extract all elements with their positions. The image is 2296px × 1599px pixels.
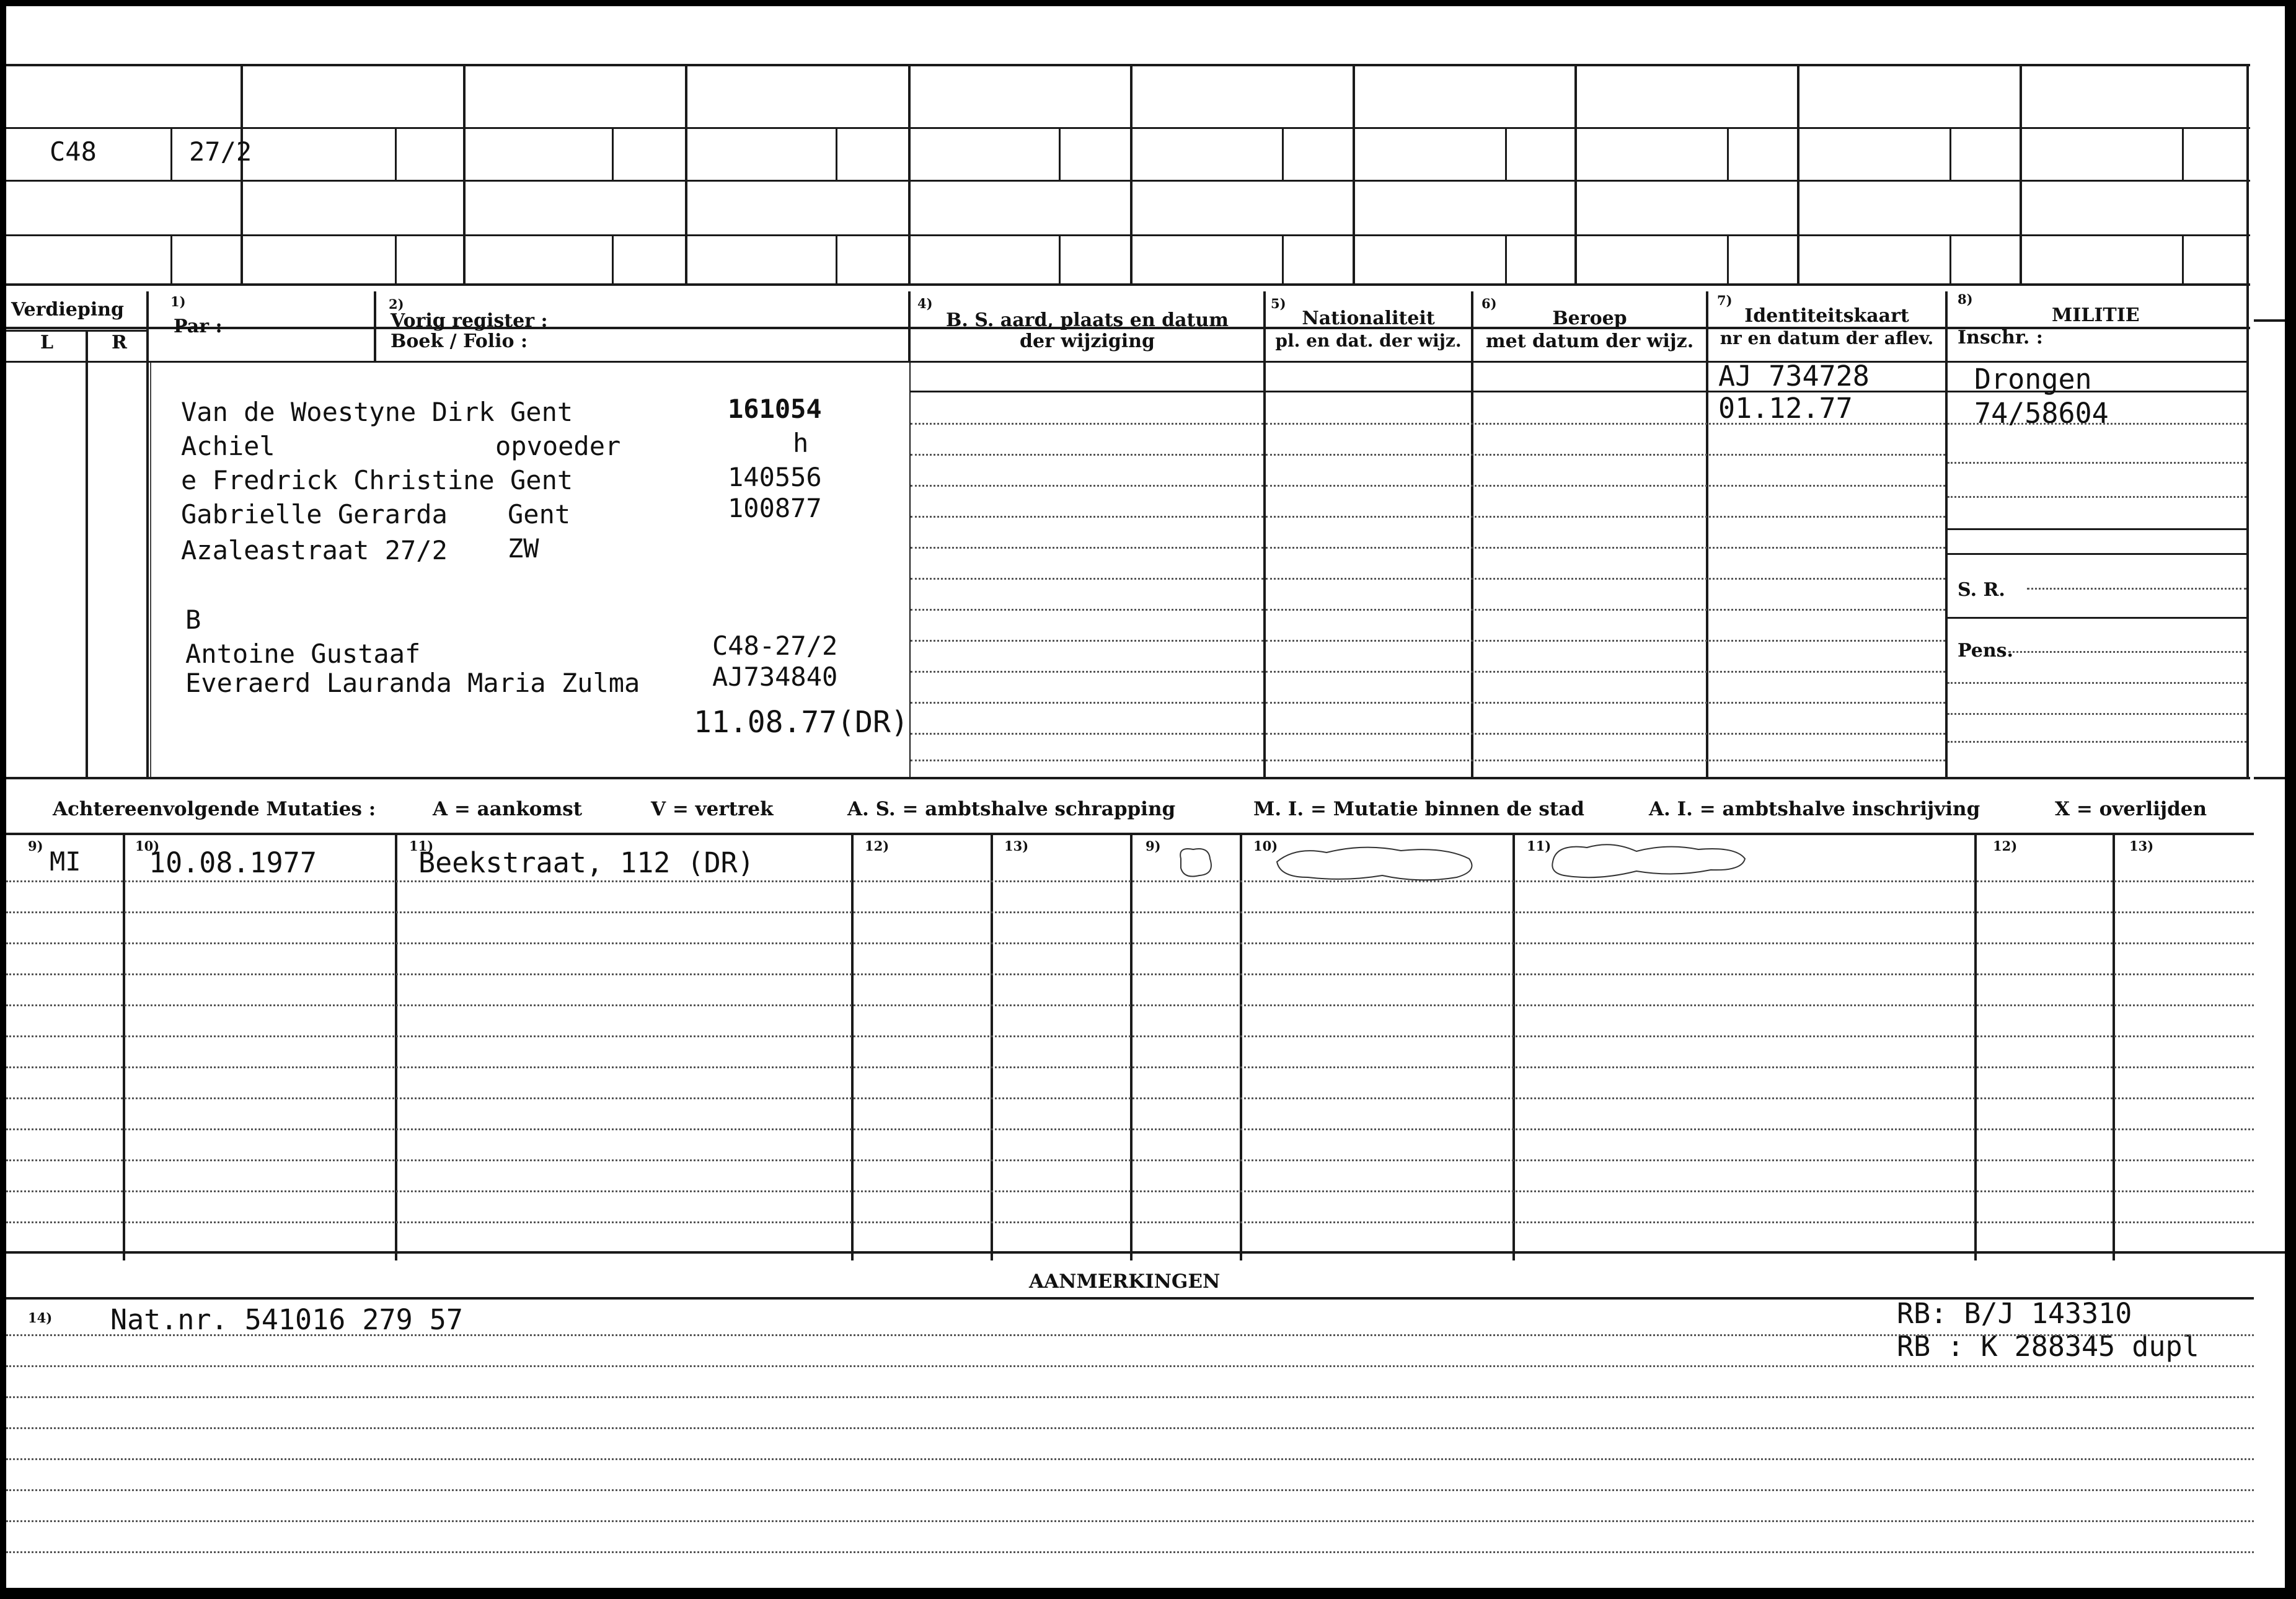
mutation-col-divider	[395, 833, 397, 1260]
mutation-address: Beekstraat, 112 (DR)	[418, 846, 754, 879]
bs-label-1: B. S. aard, plaats en datum	[946, 309, 1229, 331]
col-number: 5)	[1271, 296, 1286, 311]
ruled-line	[911, 702, 1263, 704]
mutation-col-divider	[1130, 833, 1133, 1260]
body-bottom-line	[6, 777, 2250, 779]
edge-tick	[2254, 319, 2285, 322]
person-firstname: Achiel	[181, 431, 275, 461]
ruled-line	[911, 547, 1263, 549]
col-number: 12)	[1993, 838, 2018, 854]
top-grid-subdivider	[1949, 127, 1951, 180]
col-divider-vorig	[374, 291, 376, 363]
top-grid-subdivider	[612, 234, 614, 284]
top-grid-subdivider	[2182, 234, 2184, 284]
par-label: Par :	[174, 316, 223, 337]
mutation-col-divider	[1974, 833, 1977, 1260]
spouse-name: e Fredrick Christine Gent	[181, 465, 573, 495]
ruled-line	[1948, 496, 2246, 498]
ruled-line	[6, 880, 2254, 882]
right-border	[2246, 285, 2249, 779]
ruled-line	[911, 485, 1263, 487]
ruled-line	[1948, 682, 2246, 684]
col-number: 11)	[409, 838, 434, 854]
ruled-line	[1266, 454, 1945, 456]
population-register-card	[6, 6, 2285, 1588]
spouse-date: 100877	[728, 493, 822, 523]
top-grid-subdivider	[2182, 127, 2184, 180]
col-divider-id	[1706, 291, 1708, 779]
national-number: Nat.nr. 541016 279 57	[110, 1303, 463, 1336]
ruled-line	[6, 1334, 2254, 1336]
col-number: 9)	[28, 838, 43, 854]
ruled-line	[911, 423, 1263, 425]
col-number: 2)	[389, 296, 404, 312]
militie-place: Drongen	[1974, 363, 2092, 396]
erased-scribble	[1172, 843, 1221, 880]
ruled-line	[1266, 733, 1945, 735]
ruled-line	[2008, 651, 2246, 653]
ruled-line	[6, 1520, 2254, 1522]
top-grid-divider	[1574, 64, 1577, 285]
col-number: 13)	[2129, 838, 2154, 854]
ruled-line	[1948, 462, 2246, 464]
spouse-birthdate: 140556	[728, 462, 822, 492]
ruled-line	[6, 1396, 2254, 1398]
top-grid-divider	[2020, 64, 2022, 285]
inschr-label: Inschr. :	[1958, 327, 2043, 348]
top-grid-subdivider	[1505, 234, 1507, 284]
id-label-2: nr en datum der aflev.	[1720, 328, 1934, 348]
ruled-line	[911, 609, 1263, 611]
ruled-line	[1266, 609, 1945, 611]
col-number: 10)	[135, 838, 160, 854]
ruled-line	[2027, 588, 2246, 590]
top-grid-subdivider	[1727, 127, 1729, 180]
col-number: 14)	[28, 1310, 53, 1326]
mutation-col-divider	[2113, 833, 2115, 1260]
ruled-line	[6, 1427, 2254, 1429]
top-grid-subdivider	[1059, 234, 1061, 284]
ruled-line	[1948, 553, 2246, 555]
top-grid-subdivider	[1505, 127, 1507, 180]
erased-scribble	[1543, 840, 1754, 884]
nat-label-1: Nationaliteit	[1302, 308, 1435, 329]
top-grid-subdivider	[170, 234, 172, 284]
remarks-title: AANMERKINGEN	[1029, 1270, 1221, 1293]
col-number: 11)	[1527, 838, 1552, 854]
mutation-col-divider	[1240, 833, 1242, 1260]
col-divider-par	[146, 291, 149, 779]
ruled-line	[1266, 485, 1945, 487]
relation-code: B	[185, 605, 201, 635]
ruled-line	[6, 1221, 2254, 1223]
ruled-line	[1948, 713, 2246, 715]
col-number: 9)	[1146, 838, 1161, 854]
top-grid-line	[6, 180, 2250, 182]
verdieping-label: Verdieping	[11, 299, 125, 321]
ruled-line	[6, 1365, 2254, 1367]
ruled-line	[6, 1097, 2254, 1099]
mutation-col-divider	[123, 833, 125, 1260]
top-cell-block: C48	[50, 136, 97, 167]
mutation-col-divider	[991, 833, 993, 1260]
legend-a: A = aankomst	[433, 798, 583, 820]
ruled-line	[1266, 547, 1945, 549]
ruled-line	[6, 1190, 2254, 1192]
top-grid-subdivider	[1282, 234, 1284, 284]
sr-label: S. R.	[1958, 579, 2005, 601]
militie-number: 74/58604	[1974, 397, 2109, 430]
militie-label: MILITIE	[2052, 304, 2140, 326]
ruled-line	[6, 1066, 2254, 1068]
spouse-firstname: Gabrielle Gerarda	[181, 499, 448, 529]
ruled-line	[6, 1489, 2254, 1491]
ruled-line	[1948, 741, 2246, 743]
top-grid-subdivider	[1949, 234, 1951, 284]
ruled-line	[6, 1551, 2254, 1553]
person-name: Van de Woestyne Dirk Gent	[181, 397, 573, 427]
top-grid-divider	[463, 64, 466, 285]
father-name: Antoine Gustaaf	[185, 639, 421, 669]
ruled-line	[6, 911, 2254, 913]
ruled-line	[1266, 516, 1945, 518]
nat-label-2: pl. en dat. der wijz.	[1275, 330, 1462, 351]
ruled-line	[6, 973, 2254, 975]
ruled-line	[6, 1458, 2254, 1460]
top-grid-divider	[2246, 64, 2249, 285]
spouse-place: Gent	[508, 499, 571, 529]
ruled-line	[6, 1128, 2254, 1130]
col-number: 13)	[1004, 838, 1029, 854]
top-grid-divider	[1353, 64, 1355, 285]
ruled-line	[1266, 640, 1945, 642]
ruled-line	[911, 760, 1263, 761]
top-grid-line	[6, 64, 2250, 66]
mutation-type: MI	[50, 846, 81, 877]
address-code: ZW	[508, 533, 539, 564]
ruled-line	[1948, 617, 2246, 619]
top-grid-subdivider	[395, 127, 397, 180]
top-grid-subdivider	[1282, 127, 1284, 180]
col-number: 4)	[917, 296, 933, 311]
top-grid-line	[6, 127, 2250, 129]
identity-card-number: AJ 734728	[1718, 360, 1870, 392]
legend-ai: A. I. = ambtshalve inschrijving	[1649, 798, 1980, 820]
ruled-line	[6, 1035, 2254, 1037]
father-reference: C48-27/2	[712, 631, 838, 661]
edge-tick	[2254, 777, 2285, 779]
beroep-label-1: Beroep	[1552, 308, 1627, 329]
col-r-label: R	[112, 332, 127, 353]
legend-x: X = overlijden	[2055, 798, 2207, 820]
ruled-line	[911, 454, 1263, 456]
top-grid-subdivider	[395, 234, 397, 284]
ruled-line	[6, 1159, 2254, 1161]
top-grid-subdivider	[1727, 234, 1729, 284]
legend-v: V = vertrek	[651, 798, 774, 820]
boek-folio-label: Boek / Folio :	[391, 330, 528, 352]
top-grid-divider	[241, 64, 243, 285]
col-divider-nat	[1263, 291, 1266, 779]
rb-number-2: RB : K 288345 dupl	[1897, 1330, 2199, 1363]
person-profession: opvoeder	[495, 431, 621, 461]
previous-address: Azaleastraat 27/2	[181, 535, 448, 565]
mutation-date: 10.08.1977	[149, 846, 317, 879]
top-grid-subdivider	[612, 127, 614, 180]
bs-label-2: der wijziging	[1020, 330, 1155, 352]
legend-title: Achtereenvolgende Mutaties :	[53, 798, 376, 820]
legend-as: A. S. = ambtshalve schrapping	[847, 798, 1176, 820]
top-grid-subdivider	[836, 234, 837, 284]
vorig-register-label: Vorig register :	[391, 310, 548, 332]
top-cell-house: 27/2	[189, 136, 252, 167]
rb-number-1: RB: B/J 143310	[1897, 1297, 2132, 1330]
col-number: 8)	[1958, 291, 1973, 307]
col-number: 10)	[1253, 838, 1278, 854]
edge-tick	[2254, 1251, 2285, 1254]
top-grid-divider	[1130, 64, 1133, 285]
ruled-line	[1948, 528, 2246, 530]
top-grid-subdivider	[836, 127, 837, 180]
id-label-1: Identiteitskaart	[1744, 305, 1909, 327]
col-divider-beroep	[1471, 291, 1473, 779]
top-grid-line	[6, 283, 2250, 286]
top-grid-subdivider	[1059, 127, 1061, 180]
person-code: h	[793, 428, 809, 458]
mutation-col-divider	[1512, 833, 1515, 1260]
beroep-label-2: met datum der wijz.	[1485, 330, 1694, 352]
col-number: 7)	[1717, 293, 1733, 308]
registration-date: 11.08.77(DR)	[694, 705, 909, 740]
ruled-line	[1266, 671, 1945, 673]
ruled-line	[911, 733, 1263, 735]
ruled-line	[1266, 702, 1945, 704]
erased-scribble	[1271, 843, 1481, 887]
col-divider-lr	[86, 330, 88, 779]
person-birthdate: 161054	[728, 394, 822, 424]
col-l-label: L	[40, 332, 54, 353]
top-grid-divider	[908, 64, 911, 285]
ruled-line	[911, 578, 1263, 580]
col-number: 1)	[170, 294, 186, 309]
mutation-col-divider	[851, 833, 854, 1260]
mother-name: Everaerd Lauranda Maria Zulma	[185, 668, 640, 698]
mother-reference: AJ734840	[712, 662, 838, 692]
col-divider-militie	[1945, 291, 1948, 779]
legend-mi: M. I. = Mutatie binnen de stad	[1253, 798, 1584, 820]
top-grid-line	[6, 234, 2250, 236]
ruled-line	[911, 516, 1263, 518]
ruled-line	[6, 942, 2254, 944]
pens-label: Pens.	[1958, 640, 2013, 662]
identity-card-date: 01.12.77	[1718, 392, 1853, 425]
top-grid-divider	[1797, 64, 1799, 285]
ruled-line	[911, 640, 1263, 642]
pasted-person-label	[150, 363, 909, 777]
ruled-line	[6, 1004, 2254, 1006]
ruled-line	[911, 671, 1263, 673]
col-number: 6)	[1481, 296, 1497, 311]
ruled-line	[1266, 760, 1945, 761]
top-grid-subdivider	[170, 127, 172, 180]
col-number: 12)	[865, 838, 890, 854]
ruled-line	[1266, 578, 1945, 580]
top-grid-divider	[685, 64, 687, 285]
